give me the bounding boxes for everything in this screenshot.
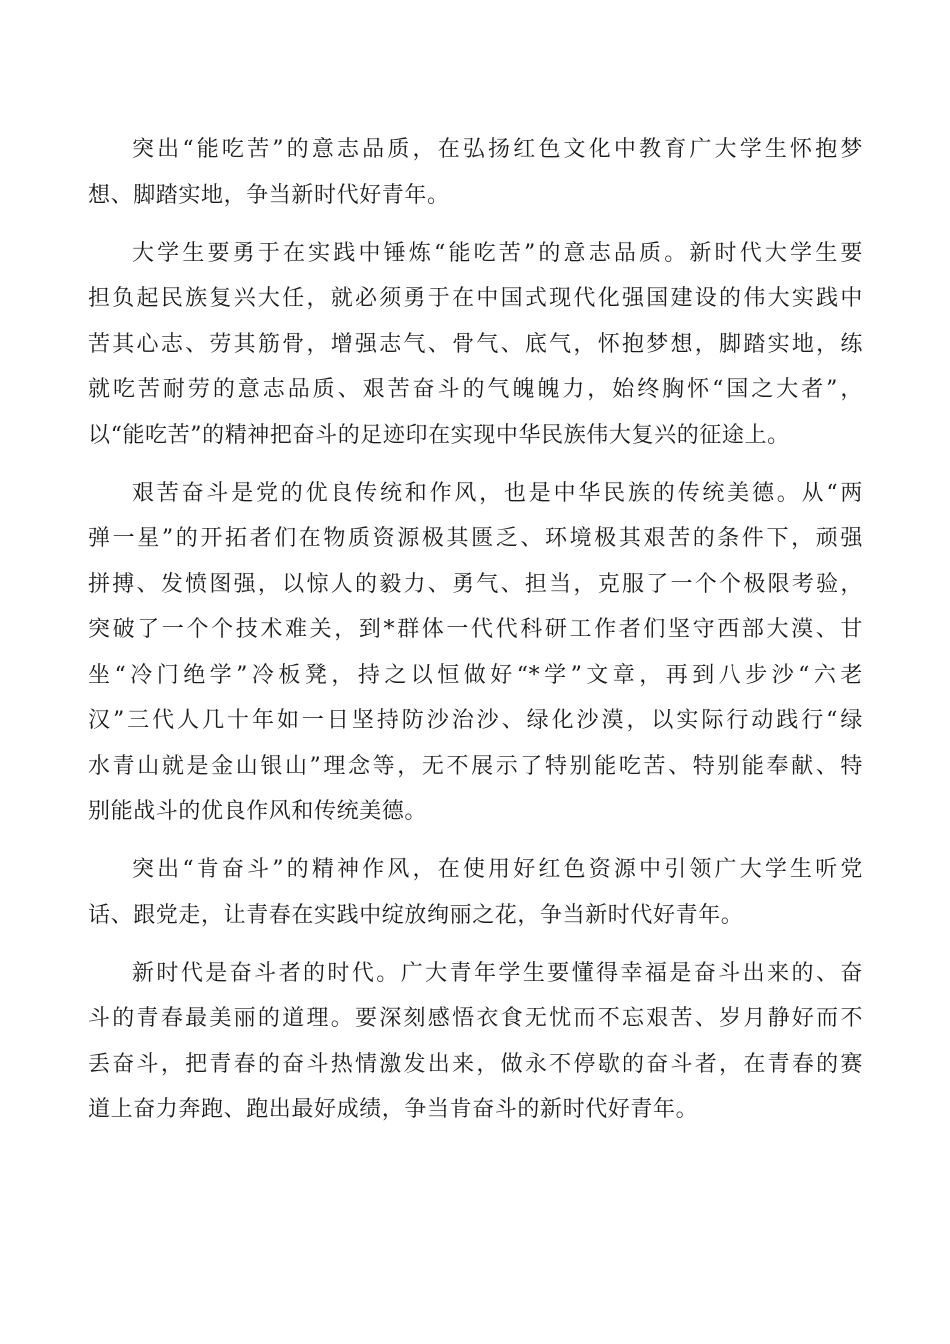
- paragraph-line: 弹一星”的开拓者们在物质资源极其匮乏、环境极其艰苦的条件下，顽强: [88, 526, 863, 551]
- paragraph-line: 道上奋力奔跑、跑出最好成绩，争当肯奋斗的新时代好青年。: [88, 1097, 699, 1122]
- paragraph-line: 坐“冷门绝学”冷板凳，持之以恒做好“*学”文章，再到八步沙“六老: [88, 662, 863, 688]
- paragraph-4: [88, 847, 863, 938]
- paragraph-line: 突出“能吃苦”的意志品质，在弘扬红色文化中教育广大学生怀抱梦: [132, 137, 863, 162]
- paragraph-line: 突出“肯奋斗”的精神作风，在使用好红色资源中引领广大学生听党: [132, 857, 863, 882]
- paragraph-line: 斗的青春最美丽的道理。要深刻感悟衣食无忧而不忘艰苦、岁月静好而不: [88, 1006, 863, 1031]
- paragraph-line: 大学生要勇于在实践中锤炼“能吃苦”的意志品质。新时代大学生要: [132, 240, 863, 266]
- paragraph-line: 想、脚踏实地，争当新时代好青年。: [88, 182, 450, 208]
- paragraph-line: 艰苦奋斗是党的优良传统和作风，也是中华民族的传统美德。从“两: [132, 480, 863, 506]
- paragraph-1: [88, 127, 863, 218]
- paragraph-3: [88, 471, 863, 835]
- paragraph-line: 就吃苦耐劳的意志品质、艰苦奋斗的气魄魄力，始终胸怀“国之大者”，: [88, 377, 863, 402]
- paragraph-line: 突破了一个个技术难关，到*群体一代代科研工作者们坚守西部大漠、甘: [88, 617, 863, 642]
- paragraph-5: [88, 951, 863, 1133]
- paragraph-2: [88, 231, 863, 459]
- paragraph-line: 拼搏、发愤图强，以惊人的毅力、勇气、担当，克服了一个个极限考验，: [88, 571, 863, 597]
- paragraph-line: 汉”三代人几十年如一日坚持防沙治沙、绿化沙漠，以实际行动践行“绿: [88, 708, 863, 733]
- paragraph-line: 以“能吃苦”的精神把奋斗的足迹印在实现中华民族伟大复兴的征途上。: [88, 422, 790, 448]
- paragraph-line: 担负起民族复兴大任，就必须勇于在中国式现代化强国建设的伟大实践中: [88, 286, 863, 311]
- paragraph-line: 水青山就是金山银山”理念等，无不展示了特别能吃苦、特别能奉献、特: [88, 753, 863, 779]
- paragraph-line: 丢奋斗，把青春的奋斗热情激发出来，做永不停歇的奋斗者，在青春的赛: [88, 1051, 863, 1077]
- paragraph-line: 苦其心志、劳其筋骨，增强志气、骨气、底气，怀抱梦想，脚踏实地，练: [88, 331, 863, 357]
- document-body: [88, 127, 863, 1145]
- paragraph-line: 话、跟党走，让青春在实践中绽放绚丽之花，争当新时代好青年。: [88, 902, 744, 928]
- paragraph-line: 别能战斗的优良作风和传统美德。: [88, 799, 428, 824]
- paragraph-line: 新时代是奋斗者的时代。广大青年学生要懂得幸福是奋斗出来的、奋: [132, 960, 863, 986]
